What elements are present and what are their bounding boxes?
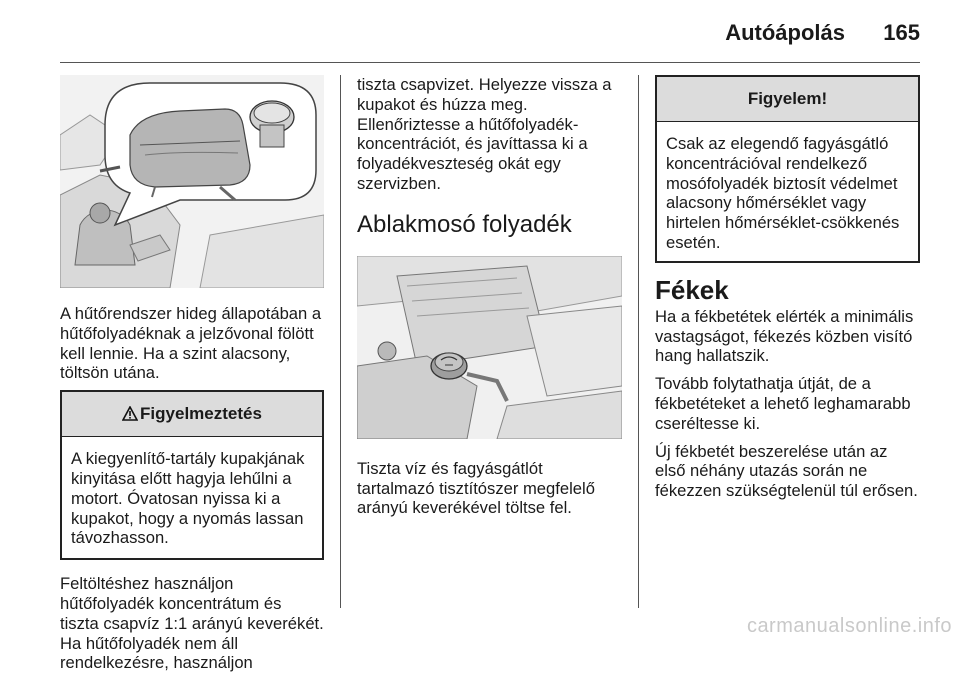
warning-text: A kiegyenlítő-tartály kupakjának kinyitása előtt hagyja lehűlni a motort. Óvatosan nyissa ki a kupakot, hogy a nyomás lassan távozhasson. <box>71 449 305 548</box>
coolant-tank-figure <box>60 75 324 288</box>
washer-fill-text: Tiszta víz és fagyásgátlót tartalmazó tisztítószer megfelelő arányú keverékével töltse fel. <box>357 458 595 518</box>
washer-fluid-heading: Ablakmosó folyadék <box>357 210 572 238</box>
brakes-heading: Fékek <box>655 274 729 305</box>
washer-fluid-figure <box>357 256 622 439</box>
page-number: 165 <box>883 20 920 45</box>
column-divider <box>340 75 341 608</box>
coolant-tank-illustration <box>60 75 324 288</box>
warning-box <box>60 390 324 560</box>
notice-box <box>655 75 920 263</box>
new-brake-pad-text: Új fékbetét beszerelése után az első néhány utazás során ne fékezzen szükségtelenül túl erősen. <box>655 441 918 501</box>
notice-box-header: Figyelem! <box>657 77 918 122</box>
notice-text: Csak az elegendő fagyásgátló koncentrációval rendelkező mosófolyadék biztosít védelmet alacsony hőmérséklet vagy hirtelen hőmérséklet-csökkenés esetén. <box>666 134 900 252</box>
column-2 <box>357 75 622 518</box>
header-divider <box>60 62 920 63</box>
brake-replace-text: Tovább folytathatja útját, de a fékbetéteket a lehető leghamarabb cseréltesse ki. <box>655 374 911 433</box>
coolant-level-text: A hűtőrendszer hideg állapotában a hűtőfolyadéknak a jelzővonal fölött kell lennie. Ha a szint alacsony, töltsön utána. <box>60 304 322 383</box>
check-concentration-text: Ellenőriztesse a hűtőfolyadék-koncentrációt, és javíttassa ki a folyadékveszteség okát egy szervizben. <box>357 114 588 193</box>
warning-box-body <box>62 437 322 558</box>
replace-cap-text: tiszta csapvizet. Helyezze vissza a kupakot és húzza meg. <box>357 75 612 114</box>
column-1 <box>60 75 324 673</box>
column-3 <box>655 75 920 501</box>
column-divider <box>638 75 639 608</box>
warning-title: Figyelmeztetés <box>140 404 262 424</box>
washer-fluid-illustration <box>357 256 622 439</box>
brake-pads-text: Ha a fékbetétek elérték a minimális vastagságot, fékezés közben visító hang hallatszik. <box>655 306 914 366</box>
watermark: carmanualsonline.info <box>746 615 952 637</box>
coolant-mix-text: Feltöltéshez használjon hűtőfolyadék koncentrátum és tiszta csapvíz 1:1 arányú keverékét. Ha hűtőfolyadék nem áll rendelkezésre, használjon <box>60 574 324 673</box>
warning-box-header <box>62 392 322 437</box>
notice-box-body <box>657 122 918 261</box>
page-header-title: Autóápolás <box>725 20 845 45</box>
warning-triangle-icon <box>122 394 138 438</box>
